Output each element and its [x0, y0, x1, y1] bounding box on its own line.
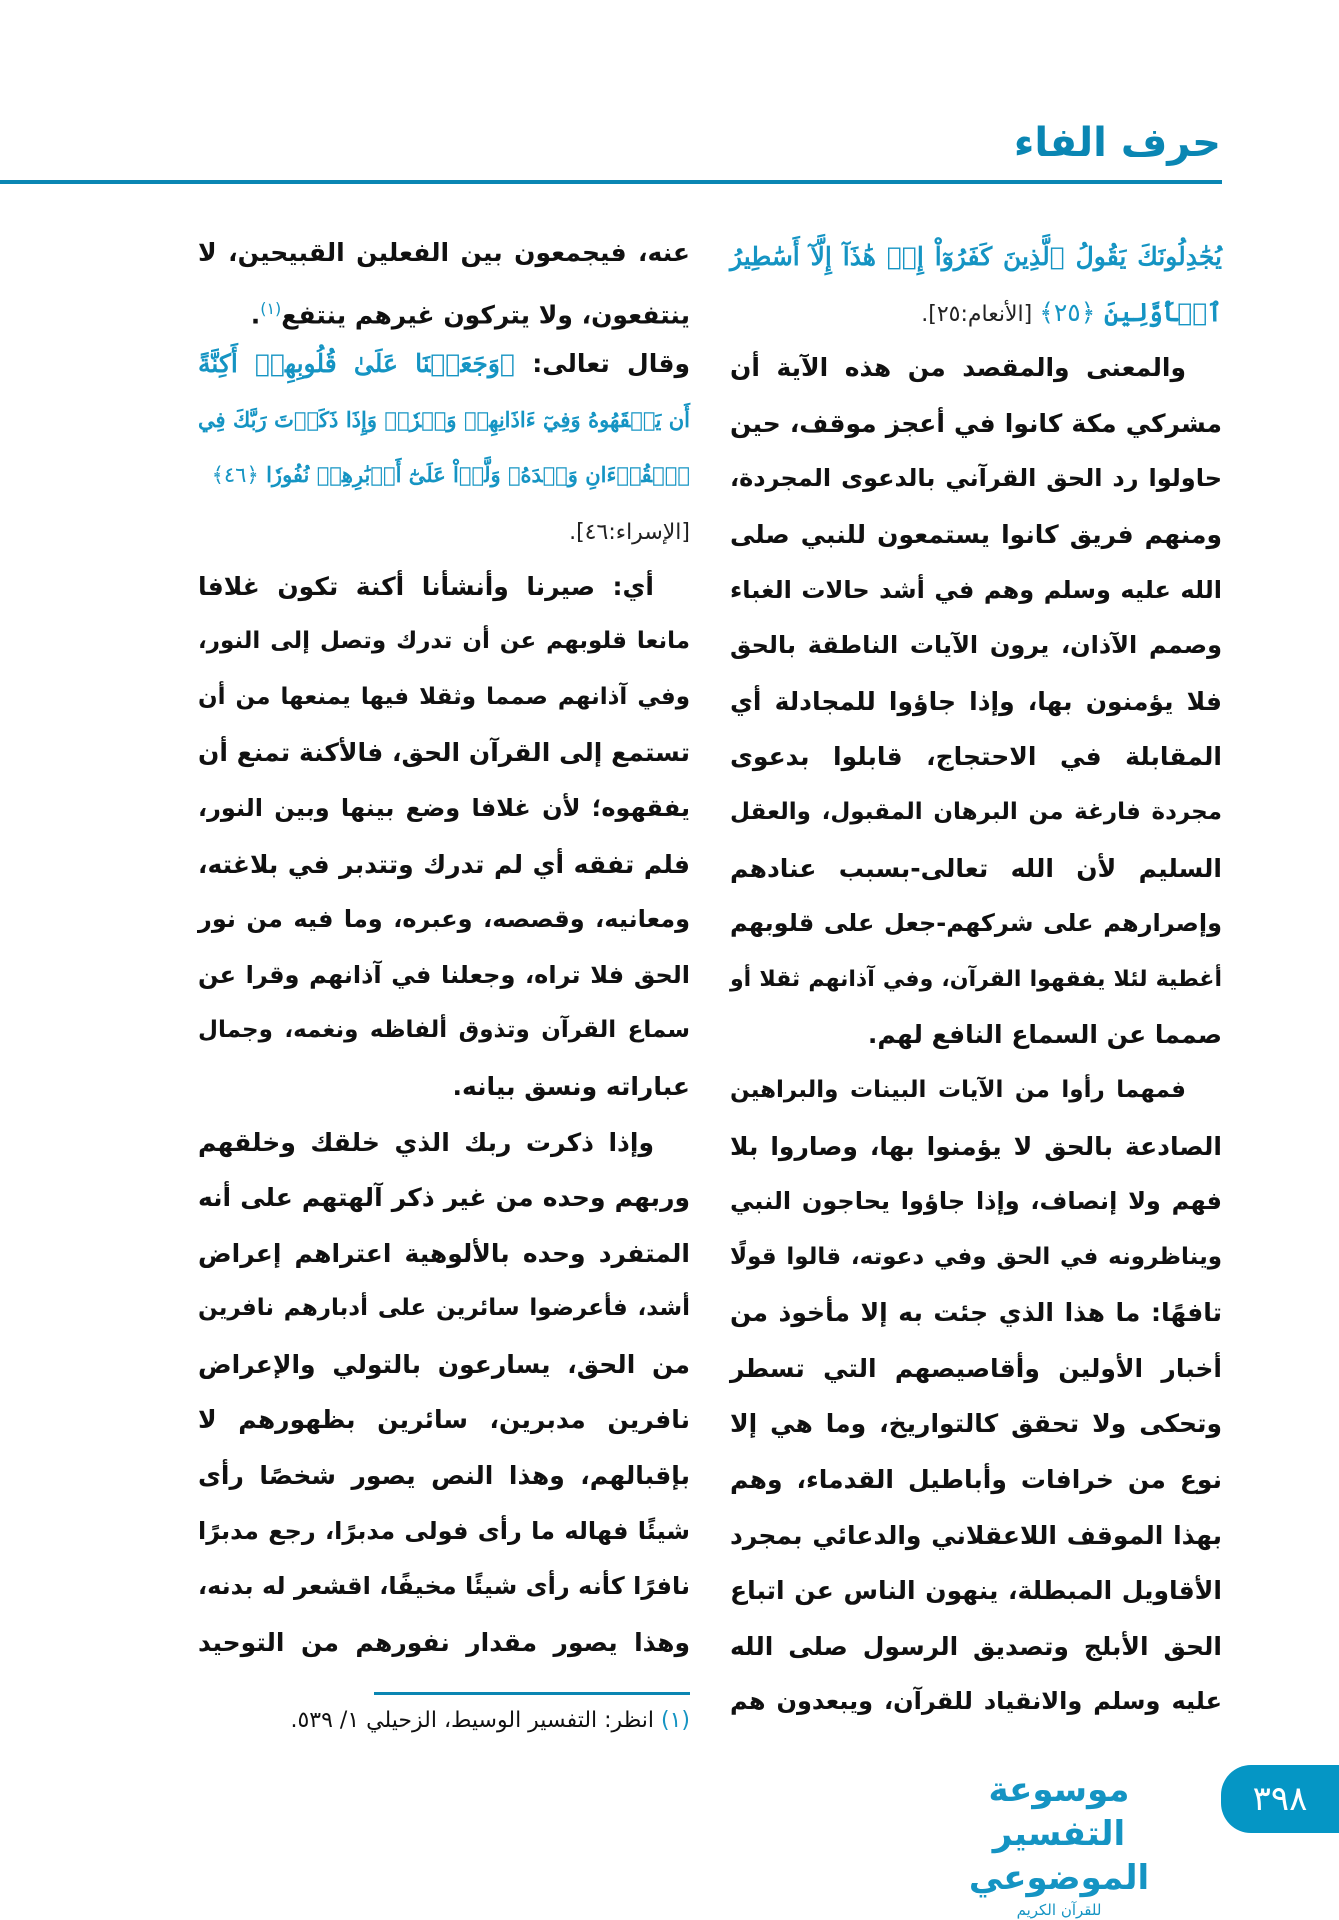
- text-line: [198, 1003, 690, 1059]
- text-line: [730, 674, 1222, 730]
- text-line: [730, 1285, 1222, 1341]
- body-text: الحق الأبلج وتصديق الرسول صلى الله: [730, 1631, 1222, 1661]
- ayah-number-marker: ﴿٤٦﴾: [211, 463, 259, 488]
- body-text: الأقاويل المبطلة، ينهون الناس عن اتباع: [730, 1576, 1222, 1606]
- text-line: [730, 1230, 1222, 1286]
- text-line: [730, 1563, 1222, 1619]
- text-line: [730, 1508, 1222, 1564]
- text-line: [730, 841, 1222, 897]
- text-line: [198, 336, 690, 392]
- body-text: فلم تفقه أي لم تدرك وتتدبر في بلاغته،: [198, 849, 690, 879]
- text-line: [198, 614, 690, 670]
- body-text: أي: صيرنا وأنشأنا أكنة تكون غلافا: [198, 571, 654, 601]
- text-line: [730, 396, 1222, 452]
- text-line: [198, 392, 690, 448]
- text-line: [198, 447, 690, 503]
- text-line: [198, 1226, 690, 1282]
- body-text: حاولوا رد الحق القرآني بالدعوى المجردة،: [730, 464, 1222, 493]
- text-line: [198, 1337, 690, 1393]
- body-text: يفقهوه؛ لأن غلافا وضع بينها وبين النور،: [198, 793, 690, 822]
- body-text: بإقبالهم، وهذا النص يصور شخصًا رأى: [198, 1461, 690, 1491]
- text-line: [730, 1174, 1222, 1230]
- logo-subtitle: للقرآن الكريم: [1016, 1901, 1102, 1919]
- body-text: فهم ولا إنصاف، وإذا جاؤوا يحاجون النبي: [730, 1187, 1222, 1216]
- text-line: [730, 563, 1222, 619]
- body-text: من الحق، يسارعون بالتولي والإعراض: [198, 1349, 690, 1379]
- text-line: [198, 670, 690, 726]
- body-text: وتحكى ولا تحقق كالتواريخ، وما هي إلا: [730, 1409, 1222, 1439]
- ayah-number-marker: ﴿٢٥﴾: [1039, 297, 1096, 327]
- text-line: [730, 1341, 1222, 1397]
- body-text: الله عليه وسلم وهم في أشد حالات الغباء: [730, 575, 1222, 604]
- text-line: [198, 1504, 690, 1560]
- text-line: [198, 1448, 690, 1504]
- logo-title: موسوعة التفسير الموضوعي: [968, 1770, 1150, 1898]
- body-text: أخبار الأولين وأقاصيصهم التي تسطر: [730, 1353, 1222, 1383]
- body-text: وفي آذانهم صمما وثقلا فيها يمنعها من أن: [198, 683, 690, 710]
- body-text: بهذا الموقف اللاعقلاني والدعائي بمجرد: [730, 1520, 1222, 1550]
- text-line: [730, 1119, 1222, 1175]
- text-line: [730, 451, 1222, 507]
- quran-verse-text: ٱلۡأَوَّلِينَ: [1104, 297, 1222, 327]
- body-text: مانعا قلوبهم عن أن تدرك وتصل إلى النور،: [198, 628, 690, 655]
- text-line: [730, 618, 1222, 674]
- verse-reference: [الأنعام:٢٥].: [921, 301, 1040, 327]
- body-text: أشد، فأعرضوا سائرين على أدبارهم نافرين: [198, 1295, 690, 1322]
- footnote-text: انظر: التفسير الوسيط، الزحيلي ١/ ٥٣٩.: [290, 1708, 661, 1733]
- body-text: مشركي مكة كانوا في أعجز موقف، حين: [730, 408, 1222, 438]
- body-text: مجردة فارغة من البرهان المقبول، والعقل: [730, 798, 1222, 825]
- body-text: الصادعة بالحق لا يؤمنوا بها، وصاروا بلا: [730, 1131, 1222, 1161]
- body-text: وإذا ذكرت ربك الذي خلقك وخلقهم: [198, 1127, 654, 1157]
- body-text: ومنهم فريق كانوا يستمعون للنبي صلى: [730, 519, 1222, 549]
- quran-verse-text: ٱلۡقُرۡءَانِ وَحۡدَهُۥ وَلَّوۡاْ عَلَىٰٓ أَدۡبَٰرِهِمۡ نُفُورٗا: [266, 462, 690, 488]
- text-line: [730, 229, 1222, 285]
- text-line: [198, 781, 690, 837]
- text-line: [198, 837, 690, 893]
- encyclopedia-logo: [934, 1768, 1184, 1919]
- chapter-header-title: حرف الفاء: [1013, 120, 1221, 166]
- footnote: [198, 1708, 690, 1733]
- text-line: [198, 1170, 690, 1226]
- text-line: [730, 1674, 1222, 1730]
- text-line: [198, 948, 690, 1004]
- body-text: ومعانيه، وقصصه، وعبره، وما فيه من نور: [198, 905, 690, 934]
- body-text: فمهما رأوا من الآيات البينات والبراهين: [730, 1076, 1186, 1103]
- body-text: .: [250, 299, 261, 329]
- text-line: [198, 225, 690, 281]
- body-text: شيئًا فهاله ما رأى فولى مدبرًا، رجع مدبرًا: [198, 1516, 690, 1545]
- body-text: وإصرارهم على شركهم-جعل على قلوبهم: [730, 909, 1222, 938]
- text-line: [730, 1007, 1222, 1063]
- left-text-column: [198, 225, 690, 1670]
- body-text: عباراته ونسق بيانه.: [452, 1071, 690, 1101]
- text-line: [198, 1392, 690, 1448]
- text-line: [730, 952, 1222, 1008]
- body-text: وهذا يصور مقدار نفورهم من التوحيد: [198, 1627, 690, 1657]
- right-text-column: [730, 229, 1222, 1730]
- verse-reference: [الإسراء:٤٦].: [569, 519, 690, 545]
- text-line: [730, 285, 1222, 341]
- body-text: تافهًا: ما هذا الذي جئت به إلا مأخوذ من: [730, 1298, 1222, 1328]
- body-text: الحق فلا تراه، وجعلنا في آذانهم وقرا عن: [198, 960, 690, 989]
- body-text: المقابلة في الاحتجاج، قابلوا بدعوى: [730, 742, 1222, 772]
- header-divider: [0, 180, 1222, 184]
- text-line: [198, 892, 690, 948]
- text-line: [198, 1115, 690, 1171]
- body-text: نافرين مدبرين، سائرين بظهورهم لا: [198, 1405, 690, 1435]
- body-text: ينتفعون، ولا يتركون غيرهم ينتفع: [281, 299, 690, 329]
- body-text: وصمم الآذان، يرون الآيات الناطقة بالحق: [730, 631, 1222, 660]
- quran-verse-text: أَن يَفۡقَهُوهُ وَفِيٓ ءَاذَانِهِمۡ وَقۡرٗاۚ وَإِذَا ذَكَرۡتَ رَبَّكَ فِي: [198, 406, 690, 432]
- text-line: [198, 1559, 690, 1615]
- text-line: [198, 1281, 690, 1337]
- body-text: صمما عن السماع النافع لهم.: [867, 1020, 1222, 1050]
- footnote-divider: [374, 1692, 690, 1695]
- text-line: [730, 1452, 1222, 1508]
- text-line: [730, 1063, 1222, 1119]
- text-line: [730, 785, 1222, 841]
- quran-verse-text: يُجَٰدِلُونَكَ يَقُولُ ٱلَّذِينَ كَفَرُوٓاْ إِنۡ هَٰذَآ إِلَّآ أَسَٰطِيرُ: [730, 242, 1222, 271]
- body-text: نافرًا كأنه رأى شيئًا مخيفًا، اقشعر له بدنه،: [198, 1572, 690, 1601]
- text-line: [730, 340, 1222, 396]
- text-line: [198, 1059, 690, 1115]
- text-line: [198, 1615, 690, 1671]
- body-text: عنه، فيجمعون بين الفعلين القبيحين، لا: [198, 238, 690, 267]
- text-line: [730, 729, 1222, 785]
- text-line: [730, 1396, 1222, 1452]
- footnote-reference: (١): [260, 298, 282, 318]
- body-text: وقال تعالى:: [514, 349, 690, 379]
- body-text: سماع القرآن وتذوق ألفاظه ونغمه، وجمال: [198, 1017, 690, 1044]
- text-line: [730, 507, 1222, 563]
- body-text: المتفرد وحده بالألوهية اعتراهم إعراض: [198, 1238, 690, 1268]
- text-line: [198, 559, 690, 615]
- body-text: والمعنى والمقصد من هذه الآية أن: [730, 353, 1186, 383]
- page-number: ٣٩٨: [1221, 1765, 1339, 1833]
- body-text: السليم لأن الله تعالى-بسبب عنادهم: [730, 853, 1222, 883]
- text-line: [198, 503, 690, 559]
- body-text: نوع من خرافات وأباطيل القدماء، وهم: [730, 1465, 1222, 1495]
- body-text: ويناظرونه في الحق وفي دعوته، قالوا قولًا: [730, 1243, 1222, 1270]
- text-line: [730, 896, 1222, 952]
- body-text: وربهم وحده من غير ذكر آلهتهم على أنه: [198, 1183, 690, 1213]
- body-text: عليه وسلم والانقياد للقرآن، ويبعدون هم: [730, 1687, 1222, 1716]
- body-text: فلا يؤمنون بها، وإذا جاؤوا للمجادلة أي: [730, 686, 1222, 716]
- text-line: [198, 725, 690, 781]
- body-text: تستمع إلى القرآن الحق، فالأكنة تمنع أن: [198, 738, 690, 768]
- footnote-number: (١): [660, 1708, 690, 1733]
- text-line: [198, 281, 690, 337]
- text-line: [730, 1619, 1222, 1675]
- body-text: أغطية لئلا يفقهوا القرآن، وفي آذانهم ثقلا أو: [730, 966, 1222, 992]
- quran-verse-text: ﴿وَجَعَلۡنَا عَلَىٰ قُلُوبِهِمۡ أَكِنَّةً: [198, 349, 515, 379]
